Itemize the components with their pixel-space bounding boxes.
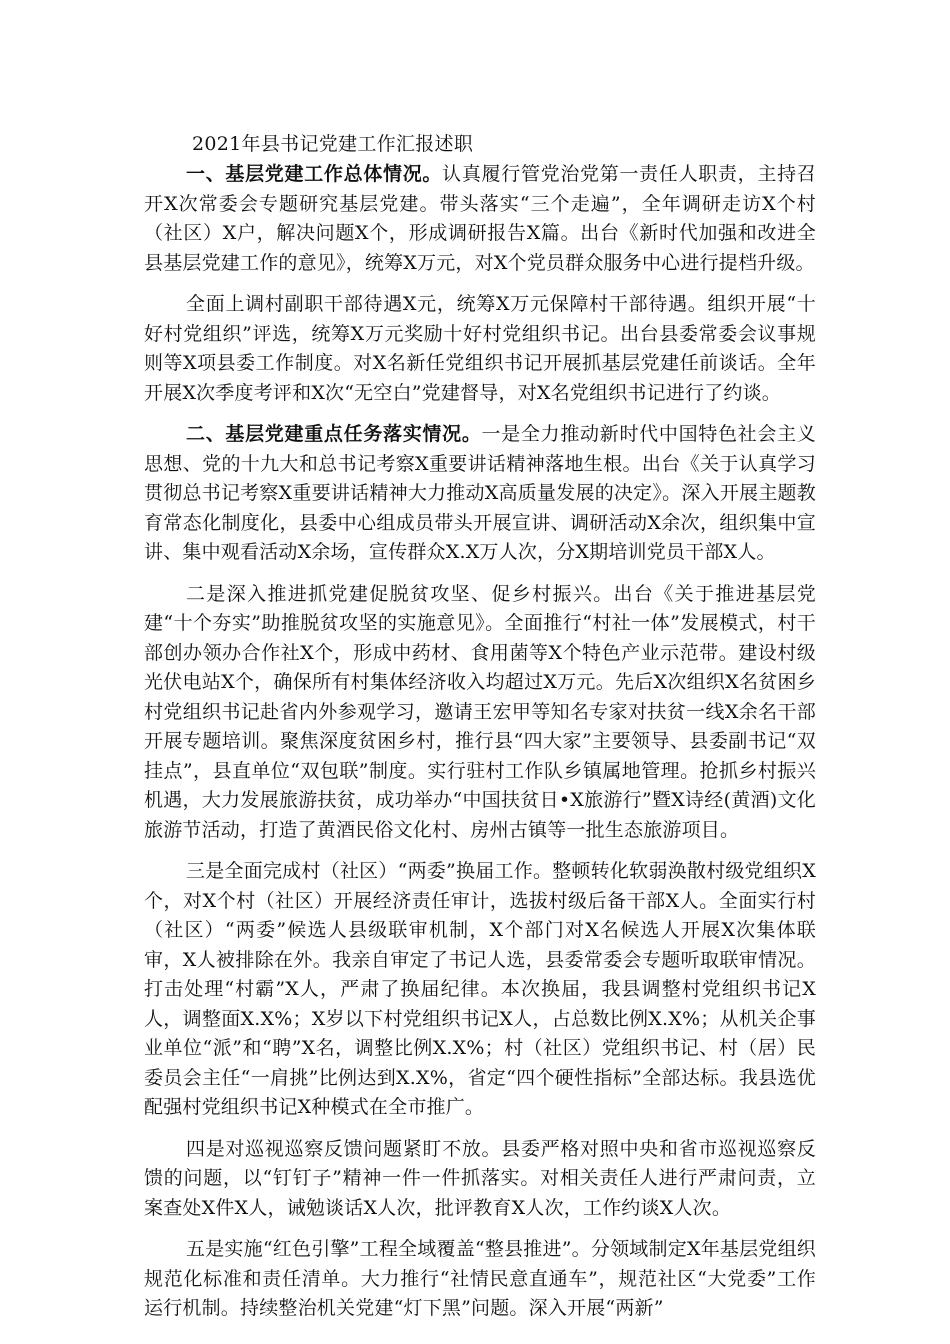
paragraph-5 <box>144 857 816 1123</box>
paragraph-6-text: 四是对巡视巡察反馈问题紧盯不放。县委严格对照中央和省市巡视巡察反馈的问题，以“钉钉子”精神一件一件抓落实。对相关责任人进行严肃问责，立案查处X件X人，诫勉谈话X人次，批评教育X人次，工作约谈X人次。 <box>144 1137 816 1219</box>
paragraph-1 <box>144 160 816 278</box>
paragraph-4 <box>144 580 816 846</box>
paragraph-4-text: 二是深入推进抓党建促脱贫攻坚、促乡村振兴。出台《关于推进基层党建“十个夯实”助推脱贫攻坚的实施意见》。全面推行“村社一体”发展模式，村干部创办领办合作社X个，形成中药材、食用菌等X个特色产业示范带。建设村级光伏电站X个，确保所有村集体经济收入均超过X万元。先后X次组织X名贫困乡村党组织书记赴省内外参观学习，邀请王宏甲等知名专家对扶贫一线X余名干部开展专题培训。聚焦深度贫困乡村，推行县“四大家”主要领导、县委副书记“双挂点”，县直单位“双包联”制度。实行驻村工作队乡镇属地管理。抢抓乡村振兴机遇，大力发展旅游扶贫，成功举办“中国扶贫日•X旅游行”暨X诗经(黄酒)文化旅游节活动，打造了黄酒民俗文化村、房州古镇等一批生态旅游项目。 <box>144 582 816 841</box>
paragraph-6 <box>144 1135 816 1224</box>
paragraph-5-text: 三是全面完成村（社区）“两委”换届工作。整顿转化软弱涣散村级党组织X个，对X个村（社区）开展经济责任审计，选拔村级后备干部X人。全面实行村（社区）“两委”候选人县级联审机制，X个部门对X名候选人开展X次集体联审，X人被排除在外。我亲自审定了书记人选，县委常委会专题听取联审情况。打击处理“村霸”X人，严肃了换届纪律。本次换届，我县调整村党组织书记X人，调整面X.X%；X岁以下村党组织书记X人，占总数比例X.X%；从机关企事业单位“派”和“聘”X名，调整比例X.X%；村（社区）党组织书记、村（居）民委员会主任“一肩挑”比例达到X.X%，省定“四个硬性指标”全部达标。我县选优配强村党组织书记X种模式在全市推广。 <box>144 860 816 1118</box>
paragraph-7-text: 五是实施“红色引擎”工程全域覆盖“整县推进”。分领域制定X年基层党组织规范化标准和责任清单。大力推行“社情民意直通车”，规范社区“大党委”工作运行机制。持续整治机关党建“灯下黑”问题。深入开展“两新” <box>144 1238 816 1319</box>
paragraph-3-text: 一是全力推动新时代中国特色社会主义思想、党的十九大和总书记考察X重要讲话精神落地生根。出台《关于认真学习贯彻总书记考察X重要讲话精神大力推动X高质量发展的决定》。深入开展主题教育常态化制度化，县委中心组成员带头开展宣讲、调研活动X余次，组织集中宣讲、集中观看活动X余场，宣传群众X.X万人次，分X期培训党员干部X人。 <box>144 423 816 563</box>
section-heading-2: 二、基层党建重点任务落实情况。 <box>186 423 482 445</box>
paragraph-1-text: 认真履行管党治党第一责任人职责，主持召开X次常委会专题研究基层党建。带头落实“三个走遍”，全年调研走访X个村（社区）X户，解决问题X个，形成调研报告X篇。出台《新时代加强和改进全县基层党建工作的意见》，统筹X万元，对X个党员群众服务中心进行提档升级。 <box>144 163 816 274</box>
paragraph-2-text: 全面上调村副职干部待遇X元，统筹X万元保障村干部待遇。组织开展“十好村党组织”评选，统筹X万元奖励十好村党组织书记。出台县委常委会议事规则等X项县委工作制度。对X名新任党组织书记开展抓基层党建任前谈话。全年开展X次季度考评和X次“无空白”党建督导，对X名党组织书记进行了约谈。 <box>144 293 816 404</box>
document-title: 2021年县书记党建工作汇报述职 <box>192 133 474 155</box>
section-heading-1: 一、基层党建工作总体情况。 <box>186 163 443 185</box>
paragraph-2 <box>144 290 816 408</box>
paragraph-3 <box>144 420 816 568</box>
paragraph-7 <box>144 1235 816 1324</box>
document-page <box>144 128 816 1336</box>
